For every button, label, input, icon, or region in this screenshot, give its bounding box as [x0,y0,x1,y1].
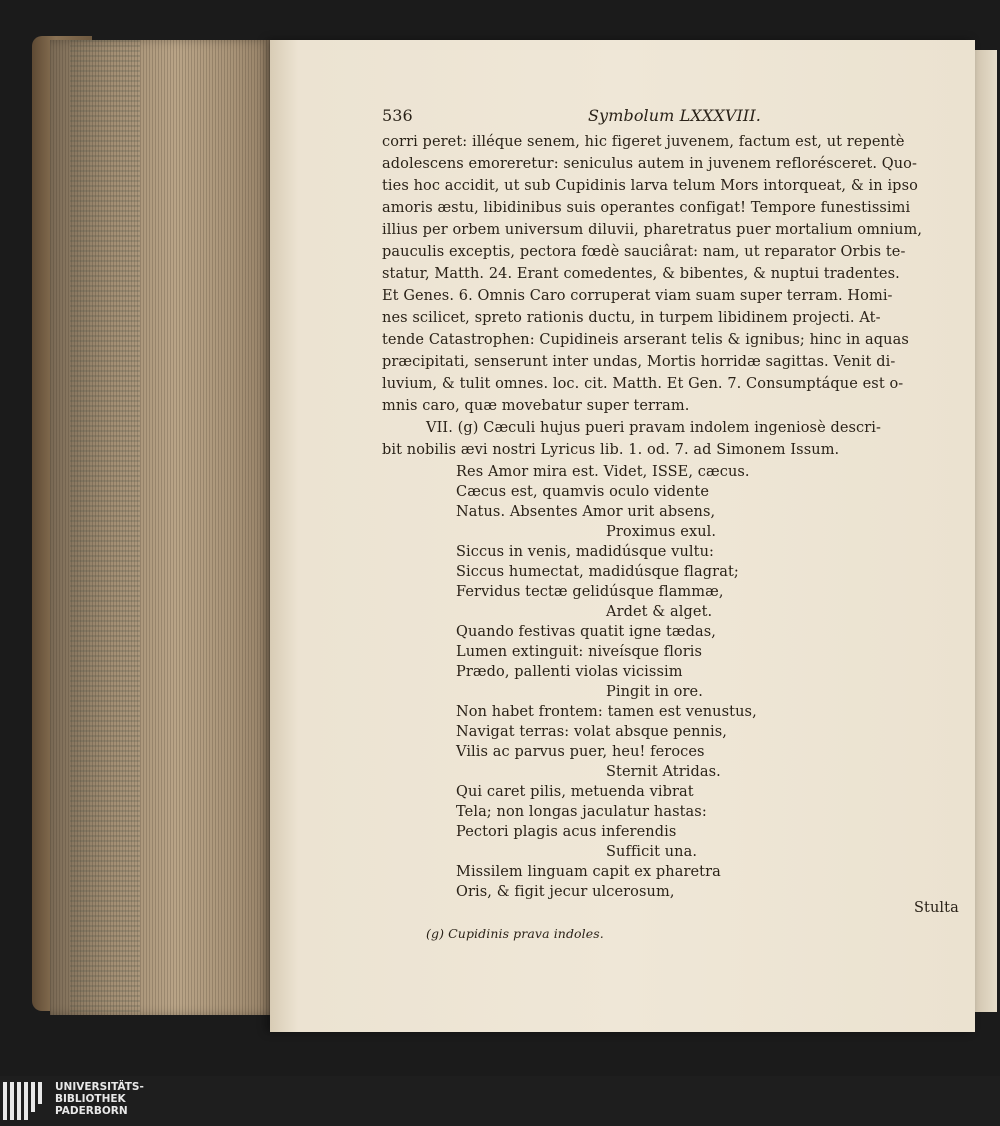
poem-line: Sufficit una. [606,844,698,860]
page-text [270,40,975,1032]
catchword: Stulta [914,900,959,916]
text-line: nes scilicet, spreto rationis ductu, in turpem libidinem projecti. At- [382,310,881,326]
poem-line: Navigat terras: volat absque pennis, [456,724,728,740]
page-edges [50,40,280,1015]
text-line: statur, Matth. 24. Erant comedentes, & bibentes, & nuptui tradentes. [382,266,900,282]
poem-line: Proximus exul. [606,524,717,540]
text-line: præcipitati, senserunt inter undas, Mortis horridæ sagittas. Venit di- [382,354,896,370]
poem-line: Lumen extinguit: niveísque floris [456,644,703,660]
poem-line: Sternit Atridas. [606,764,721,780]
poem-line: Missilem linguam capit ex pharetra [456,864,721,880]
text-line: tende Catastrophen: Cupidineis arserant telis & ignibus; hinc in aquas [382,332,909,348]
poem-line: Res Amor mira est. Videt, ISSE, cæcus. [456,464,750,480]
poem-line: Tela; non longas jaculatur hastas: [456,804,707,820]
text-line: VII. (g) Cæculi hujus pueri pravam indolem ingeniosè descri- [426,420,882,436]
page-number: 536 [382,106,413,125]
running-head: Symbolum LXXXVIII. [588,106,761,125]
facing-page-edge [972,50,997,1012]
text-line: pauculis exceptis, pectora fœdè sauciârat: nam, ut reparator Orbis te- [382,244,906,260]
poem-line: Oris, & figit jecur ulcerosum, [456,884,675,900]
poem-line: Vilis ac parvus puer, heu! feroces [456,744,705,760]
library-logo-icon [0,1078,46,1124]
poem-line: Siccus humectat, madidúsque flagrat; [456,564,739,580]
poem-line: Non habet frontem: tamen est venustus, [456,704,757,720]
poem-line: Siccus in venis, madidúsque vultu: [456,544,714,560]
poem-line: Cæcus est, quamvis oculo vidente [456,484,709,500]
text-line: amoris æstu, libidinibus suis operantes configat! Tempore funestissimi [382,200,911,216]
library-name [55,1081,144,1117]
text-line: luvium, & tulit omnes. loc. cit. Matth. Et Gen. 7. Consumptáque est o- [382,376,904,392]
poem-line: Quando festivas quatit igne tædas, [456,624,717,640]
poem-line: Fervidus tectæ gelidúsque flammæ, [456,584,724,600]
text-line: adolescens emoreretur: seniculus autem in juvenem reflorésceret. Quo- [382,156,918,172]
library-footer [0,1076,1000,1126]
text-line: Et Genes. 6. Omnis Caro corruperat viam suam super terram. Homi- [382,288,893,304]
text-line: bit nobilis ævi nostri Lyricus lib. 1. od. 7. ad Simonem Issum. [382,442,840,458]
library-name-line: PADERBORN [55,1105,128,1117]
poem-line: Pingit in ore. [606,684,703,700]
footnote: (g) Cupidinis prava indoles. [426,926,604,941]
text-line: corri peret: illéque senem, hic figeret juvenem, factum est, ut repentè [382,134,905,150]
poem-line: Ardet & alget. [606,604,713,620]
poem-line: Qui caret pilis, metuenda vibrat [456,784,694,800]
text-line: ties hoc accidit, ut sub Cupidinis larva telum Mors intorqueat, & in ipso [382,178,918,194]
poem-line: Prædo, pallenti violas vicissim [456,664,683,680]
poem-line: Natus. Absentes Amor urit absens, [456,504,716,520]
book-page [270,40,975,1032]
library-name-line: BIBLIOTHEK [55,1093,126,1105]
text-line: mnis caro, quæ movebatur super terram. [382,398,690,414]
text-line: illius per orbem universum diluvii, pharetratus puer mortalium omnium, [382,222,923,238]
library-name-line: UNIVERSITÄTS- [55,1081,144,1093]
poem-line: Pectori plagis acus inferendis [456,824,677,840]
